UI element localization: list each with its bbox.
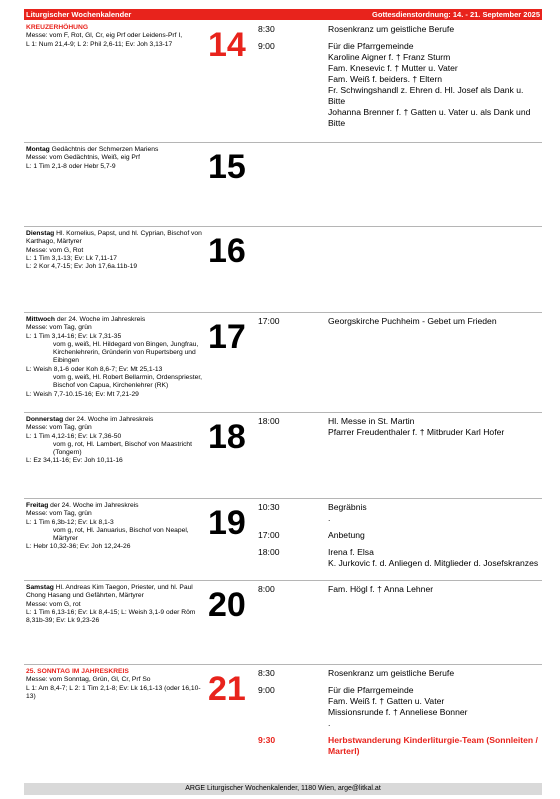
event-line: Herbstwanderung Kinderliturgie-Team (Sonnleiten / Marterl) (328, 735, 538, 756)
event-list (258, 502, 542, 575)
event-line: K. Jurkovic f. d. Anliegen d. Mitglieder d. Josefskranzes (328, 558, 539, 568)
liturgy-text: L: 1 Tim 6,13-16; Ev: Lk 8,4-15; L: Weish 3,1-9 oder Röm 8,31b-39; Ev: Lk 9,23-26 (26, 608, 196, 625)
liturgy-line (26, 510, 206, 518)
day-number: 21 (208, 670, 246, 708)
event-row (258, 735, 542, 757)
day-title: Montag (26, 146, 50, 153)
liturgy-info (26, 24, 206, 49)
liturgy-text: vom g, weiß, Hl. Hildegard von Bingen, Jungfrau, Kirchenlehrerin, Gründerin von Rupertsberg und Eibingen (53, 340, 199, 365)
event-time: 18:00 (258, 416, 280, 426)
liturgy-text: Messe: vom G, Rot (26, 246, 84, 254)
event-time: 8:30 (258, 24, 275, 34)
event-row (258, 316, 542, 327)
day-number: 17 (208, 318, 246, 356)
day-number: 16 (208, 232, 246, 270)
day-number: 19 (208, 504, 246, 542)
day-block (24, 20, 542, 143)
event-line: Rosenkranz um geistliche Berufe (328, 24, 455, 34)
liturgy-text: Messe: vom F, Rot, Gl, Cr, eig Prf oder Leidens-Prf I, (26, 32, 183, 40)
liturgy-text: L: 1 Tim 2,1-8 oder Hebr 5,7-9 (26, 162, 116, 170)
event-line: Begräbnis (328, 502, 367, 512)
event-line: Fam. Högl f. † Anna Lehner (328, 584, 434, 594)
liturgy-text: L: Hebr 10,32-36; Ev: Joh 12,24-26 (26, 543, 131, 551)
liturgy-text: der 24. Woche im Jahreskreis (48, 502, 139, 509)
liturgy-line (26, 324, 206, 332)
event-time: 17:00 (258, 530, 280, 540)
event-line: Rosenkranz um geistliche Berufe (328, 668, 455, 678)
liturgy-line (26, 584, 206, 601)
event-line: Pfarrer Freudenthaler f. † Mitbruder Karl Hofer (328, 427, 505, 437)
liturgy-text: Messe: vom Tag, grün (26, 510, 92, 518)
header-bar (24, 9, 542, 20)
event-line: Fam. Weiß f. † Gatten u. Vater (328, 696, 445, 706)
event-line: Fam. Knesevic f. † Mutter u. Vater (328, 63, 458, 73)
liturgy-line (26, 341, 206, 366)
liturgy-info (26, 502, 206, 552)
event-line: Fam. Weiß f. beiders. † Eltern (328, 74, 442, 84)
liturgy-text: der 24. Woche im Jahreskreis (63, 416, 154, 423)
liturgy-text: der 24. Woche im Jahreskreis (54, 316, 146, 323)
liturgy-info (26, 416, 206, 466)
event-row (258, 668, 542, 679)
event-line: Für die Pfarrgemeinde (328, 685, 414, 695)
event-description (328, 685, 542, 729)
event-description (328, 735, 542, 757)
event-row (258, 502, 542, 524)
liturgy-line (26, 154, 206, 162)
footer: ARGE Liturgischer Wochenkalender, 1180 Wien, arge@litkal.at (24, 783, 542, 795)
liturgy-text: Hl. Kornelius, Papst, und hl. Cyprian, Bischof von Karthago, Märtyrer (26, 230, 202, 246)
liturgy-line (26, 527, 206, 544)
event-row (258, 530, 542, 541)
event-row (258, 584, 542, 595)
event-line: Irena f. Elsa (328, 547, 374, 557)
liturgy-line (26, 41, 206, 49)
liturgy-line (26, 676, 206, 684)
liturgy-line (26, 685, 206, 702)
liturgy-text: Messe: vom Tag, grün (26, 424, 92, 432)
liturgy-text: L: 1 Tim 3,14-16; Ev: Lk 7,31-35 (26, 332, 122, 340)
liturgy-line (26, 263, 206, 271)
day-title: Samstag (26, 584, 54, 591)
event-time: 9:00 (258, 685, 275, 695)
event-description (328, 530, 542, 541)
event-time: 8:00 (258, 584, 275, 594)
liturgy-line (26, 424, 206, 432)
liturgy-line (26, 433, 206, 441)
liturgy-line (26, 163, 206, 171)
day-number: 20 (208, 586, 246, 624)
event-time: 9:00 (258, 41, 275, 51)
event-description (328, 502, 542, 524)
liturgy-line (26, 374, 206, 391)
event-line: . (328, 513, 331, 523)
liturgy-line (26, 230, 206, 247)
event-description (328, 316, 542, 327)
day-title: Freitag (26, 502, 49, 509)
header-right: Gottesdienstordnung: 14. - 21. September 2025 (372, 10, 540, 19)
event-row (258, 547, 542, 569)
liturgy-info (26, 316, 206, 399)
event-row (258, 24, 542, 35)
event-line: Georgskirche Puchheim - Gebet um Frieden (328, 316, 497, 326)
event-list (258, 316, 542, 333)
liturgy-text: L: Weish 8,1-6 oder Koh 8,6-7; Ev: Mt 25,1-13 (26, 365, 163, 373)
liturgy-text: vom g, rot, Hl. Januarius, Bischof von Neapel, Märtyrer (53, 526, 189, 543)
day-title: Dienstag (26, 230, 55, 237)
liturgy-text: Messe: vom G, rot (26, 600, 81, 608)
event-line: Für die Pfarrgemeinde (328, 41, 414, 51)
liturgy-info (26, 668, 206, 701)
event-row (258, 416, 542, 438)
liturgy-text: L: 1 Tim 3,1-13; Ev: Lk 7,11-17 (26, 254, 117, 262)
liturgy-line (26, 366, 206, 374)
event-list (258, 584, 542, 601)
liturgy-line (26, 601, 206, 609)
day-block (24, 312, 542, 413)
event-time: 8:30 (258, 668, 275, 678)
liturgy-line (26, 316, 206, 324)
day-title: Donnerstag (26, 416, 64, 423)
liturgy-info (26, 584, 206, 625)
liturgy-text: L 1: Am 8,4-7; L 2: 1 Tim 2,1-8; Ev: Lk 16,1-13 (oder 16,10-13) (26, 684, 201, 700)
event-line: Missionsrunde f. † Anneliese Bonner (328, 707, 468, 717)
day-title: KREUZERHÖHUNG (26, 24, 89, 31)
event-description (328, 24, 542, 35)
liturgy-text: L 1: Num 21,4-9; L 2: Phil 2,6-11; Ev: Joh 3,13-17 (26, 40, 173, 48)
liturgy-line (26, 502, 206, 510)
liturgy-text: L: Ez 34,11-16; Ev: Joh 10,11-16 (26, 457, 123, 465)
event-list (258, 668, 542, 763)
event-list (258, 416, 542, 444)
event-line: Fr. Schwingshandl z. Ehren d. Hl. Josef als Dank u. Bitte (328, 85, 524, 106)
event-time: 10:30 (258, 502, 280, 512)
event-time: 9:30 (258, 735, 276, 745)
liturgy-line (26, 441, 206, 458)
day-block (24, 580, 542, 665)
day-title: 25. SONNTAG IM JAHRESKREIS (26, 668, 129, 675)
liturgy-line (26, 609, 206, 626)
event-time: 17:00 (258, 316, 280, 326)
liturgy-line (26, 391, 206, 399)
event-row (258, 685, 542, 729)
liturgy-line (26, 247, 206, 255)
liturgy-line (26, 333, 206, 341)
event-line: Hl. Messe in St. Martin (328, 416, 415, 426)
liturgy-text: Gedächtnis der Schmerzen Mariens (49, 146, 159, 153)
liturgy-text: vom g, weiß, Hl. Robert Bellarmin, Ordenspriester, Bischof von Capua, Kirchenlehrer (RK) (53, 374, 203, 390)
day-number: 18 (208, 418, 246, 456)
day-title: Mittwoch (26, 316, 55, 323)
event-description (328, 584, 542, 595)
day-block (24, 664, 542, 780)
header-left: Liturgischer Wochenkalender (26, 10, 132, 19)
liturgy-text: L: 1 Tim 6,3b-12; Ev: Lk 8,1-3 (26, 518, 114, 526)
event-description (328, 547, 542, 569)
day-number: 14 (208, 26, 246, 64)
liturgy-line (26, 519, 206, 527)
event-time: 18:00 (258, 547, 280, 557)
event-description (328, 41, 542, 129)
event-line: Anbetung (328, 530, 365, 540)
event-line: . (328, 718, 331, 728)
liturgy-info (26, 146, 206, 171)
liturgy-line (26, 457, 206, 465)
event-description (328, 416, 542, 438)
liturgy-info (26, 230, 206, 271)
day-block (24, 142, 542, 227)
liturgy-line (26, 543, 206, 551)
liturgy-text: Messe: vom Sonntag, Grün, Gl, Cr, Prf So (26, 676, 151, 684)
event-list (258, 24, 542, 135)
day-number: 15 (208, 148, 246, 186)
liturgy-line (26, 416, 206, 424)
event-description (328, 668, 542, 679)
liturgy-text: vom g, rot, Hl. Lambert, Bischof von Maastricht (Tongern) (53, 440, 193, 457)
liturgy-line (26, 32, 206, 40)
liturgy-line (26, 24, 206, 32)
liturgy-line (26, 668, 206, 676)
day-block (24, 226, 542, 313)
liturgy-text: Messe: vom Gedächtnis, Weiß, eig Prf (26, 154, 140, 162)
day-block (24, 412, 542, 499)
event-line: Johanna Brenner f. † Gatten u. Vater u. als Dank und Bitte (328, 107, 531, 128)
event-row (258, 41, 542, 129)
event-line: Karoline Aigner f. † Franz Sturm (328, 52, 451, 62)
liturgy-text: L: 2 Kor 4,7-15; Ev: Joh 17,6a.11b-19 (26, 263, 138, 271)
liturgy-text: L: Weish 7,7-10.15-16; Ev: Mt 7,21-29 (26, 390, 139, 398)
liturgy-line (26, 146, 206, 154)
liturgy-text: Hl. Andreas Kim Taegon, Priester, und hl. Paul Chong Hasang und Gefährten, Märtyrer (26, 584, 193, 600)
liturgy-text: L: 1 Tim 4,12-16; Ev: Lk 7,36-50 (26, 432, 122, 440)
liturgy-line (26, 255, 206, 263)
liturgy-text: Messe: vom Tag, grün (26, 324, 92, 332)
day-block (24, 498, 542, 581)
